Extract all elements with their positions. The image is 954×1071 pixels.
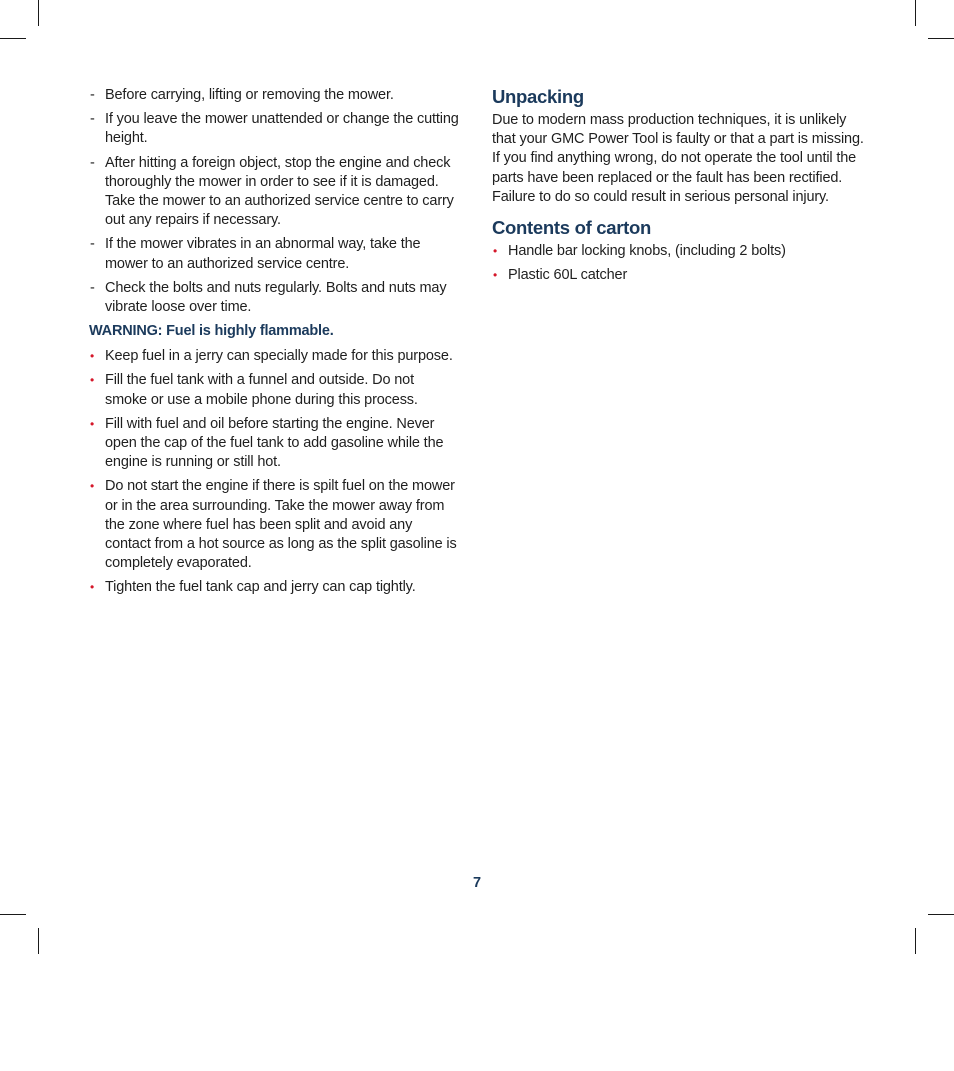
crop-mark — [0, 38, 26, 39]
crop-mark — [0, 914, 26, 915]
list-item — [492, 242, 864, 261]
list-item — [89, 415, 459, 473]
crop-mark — [38, 0, 39, 26]
list-item-text: Keep fuel in a jerry can specially made for this purpose. — [105, 348, 453, 365]
crop-mark — [915, 0, 916, 26]
left-column — [89, 86, 459, 603]
unpacking-paragraph: Due to modern mass production techniques, it is unlikely that your GMC Power Tool is faulty or that a part is missing. If you find anything wrong, do not operate the tool until the parts have been replaced or the fault has been rectified. Failure to do so could result in serious personal injury. — [492, 112, 864, 205]
bullet-marker: • — [493, 268, 498, 283]
dash-marker: - — [90, 87, 95, 103]
bullet-marker: • — [90, 479, 95, 494]
list-item — [89, 235, 459, 273]
dash-marker: - — [90, 154, 95, 171]
list-item — [89, 371, 459, 409]
list-item-text: Handle bar locking knobs, (including 2 bolts) — [508, 243, 786, 260]
list-item-text: After hitting a foreign object, stop the engine and check thoroughly the mower in order to see if it is damaged. Take the mower to an authorized service centre to carry out any repairs if necessary. — [105, 154, 454, 229]
unpacking-heading: Unpacking — [492, 86, 584, 107]
bullet-marker: • — [90, 580, 95, 595]
list-item — [89, 154, 459, 231]
contents-heading: Contents of carton — [492, 217, 652, 239]
right-column — [492, 86, 864, 290]
crop-mark — [928, 38, 954, 39]
bullet-marker: • — [90, 349, 95, 364]
crop-mark — [915, 928, 916, 954]
list-item-text: Fill the fuel tank with a funnel and outside. Do not smoke or use a mobile phone during this process. — [105, 372, 418, 408]
list-item-text: If you leave the mower unattended or change the cutting height. — [105, 111, 459, 147]
dash-marker: - — [90, 279, 95, 296]
dash-list — [89, 86, 459, 317]
list-item-text: Before carrying, lifting or removing the mower. — [105, 87, 394, 103]
list-item — [89, 347, 459, 366]
dash-marker: - — [90, 111, 95, 128]
page-number: 7 — [472, 875, 482, 891]
list-item-text: If the mower vibrates in an abnormal way, take the mower to an authorized service centre. — [105, 236, 421, 272]
list-item — [89, 578, 459, 597]
bullet-marker: • — [90, 373, 95, 388]
bullet-marker: • — [493, 244, 498, 259]
crop-mark — [928, 914, 954, 915]
contents-list — [492, 242, 864, 285]
dash-marker: - — [90, 236, 95, 253]
list-item-text: Check the bolts and nuts regularly. Bolts and nuts may vibrate loose over time. — [105, 279, 447, 316]
list-item-text: Do not start the engine if there is spilt fuel on the mower or in the area surrounding. Take the mower away from the zone where fuel has been split and avoid any contact from a hot source as long as the split gasoline is completely evaporated. — [105, 478, 457, 572]
list-item — [89, 477, 459, 573]
crop-mark — [38, 928, 39, 954]
list-item — [89, 279, 459, 317]
list-item-text: Fill with fuel and oil before starting the engine. Never open the cap of the fuel tank to add gasoline while the engine is running or still hot. — [105, 415, 444, 471]
fuel-warning: WARNING: Fuel is highly flammable. — [89, 323, 334, 340]
list-item-text: Plastic 60L catcher — [508, 267, 628, 284]
list-item — [89, 110, 459, 148]
list-item-text: Tighten the fuel tank cap and jerry can cap tightly. — [105, 579, 416, 596]
bullet-marker: • — [90, 416, 95, 431]
list-item — [492, 266, 864, 285]
fuel-bullet-list — [89, 347, 459, 597]
list-item — [89, 86, 459, 105]
